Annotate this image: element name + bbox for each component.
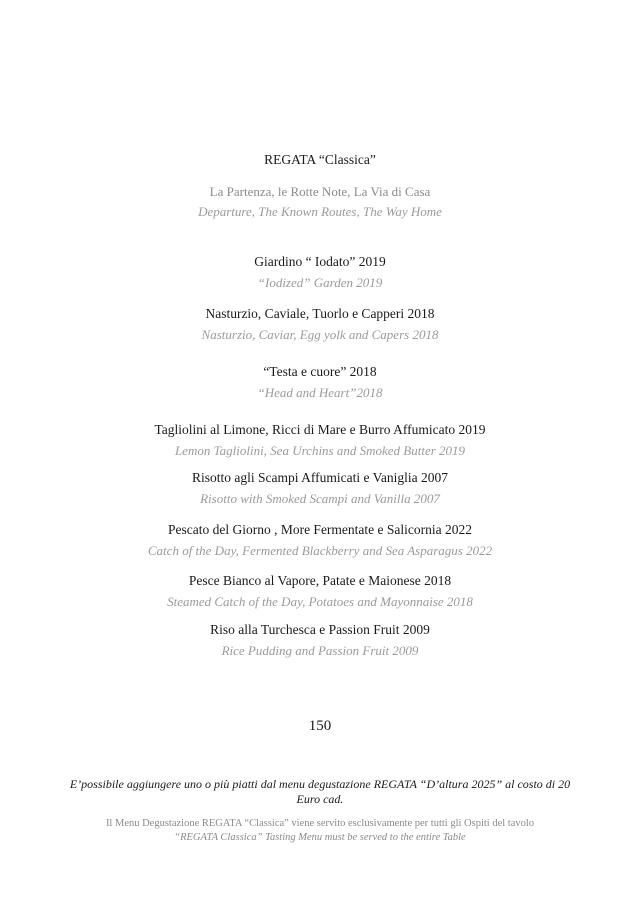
dish-name-italian: Pescato del Giorno , More Fermentate e Salicornia 2022	[167, 522, 473, 537]
dish-name-italian: Tagliolini al Limone, Ricci di Mare e Burro Affumicato 2019	[154, 422, 486, 437]
dish-name-english: Steamed Catch of the Day, Potatoes and Mayonnaise 2018	[167, 594, 473, 609]
footer-note-english: “REGATA Classica” Tasting Menu must be served to the entire Table	[174, 832, 466, 843]
dish-item	[0, 363, 640, 402]
dish-item	[0, 253, 640, 292]
dish-item	[0, 621, 640, 660]
menu-price: 150	[308, 718, 332, 734]
dish-name-italian: Pesce Bianco al Vapore, Patate e Maionese 2018	[188, 573, 452, 588]
dish-name-english: Catch of the Day, Fermented Blackberry and Sea Asparagus 2022	[147, 543, 493, 558]
menu-subtitle-english: Departure, The Known Routes, The Way Home	[198, 204, 442, 219]
dish-name-italian: Giardino “ Iodato” 2019	[254, 254, 386, 269]
dish-name-english: “Head and Heart”2018	[257, 385, 383, 400]
dish-name-english: Nasturzio, Caviar, Egg yolk and Capers 2018	[201, 327, 439, 342]
dish-item	[0, 421, 640, 460]
dish-name-italian: “Testa e cuore” 2018	[263, 364, 377, 379]
add-dish-note: E’possibile aggiungere uno o più piatti dal menu degustazione REGATA “D’altura 2025” al costo di 20 Euro cad.	[69, 777, 571, 806]
dish-name-italian: Nasturzio, Caviale, Tuorlo e Capperi 2018	[205, 306, 435, 321]
dish-name-english: Rice Pudding and Passion Fruit 2009	[221, 643, 419, 658]
dish-name-italian: Risotto agli Scampi Affumicati e Vaniglia 2007	[192, 470, 448, 485]
dish-item	[0, 572, 640, 611]
dish-name-english: Risotto with Smoked Scampi and Vanilla 2007	[200, 491, 440, 506]
menu-title: REGATA “Classica”	[264, 152, 376, 167]
menu-subtitle-italian: La Partenza, le Rotte Note, La Via di Casa	[209, 184, 431, 199]
footer-note-italian: Il Menu Degustazione REGATA “Classica” viene servito esclusivamente per tutti gli Ospiti del tavolo	[105, 818, 535, 829]
dish-name-english: “Iodized” Garden 2019	[257, 275, 383, 290]
dish-name-italian: Riso alla Turchesca e Passion Fruit 2009	[210, 622, 430, 637]
dish-item	[0, 305, 640, 344]
dish-item	[0, 521, 640, 560]
dish-item	[0, 469, 640, 508]
dish-name-english: Lemon Tagliolini, Sea Urchins and Smoked Butter 2019	[174, 443, 466, 458]
